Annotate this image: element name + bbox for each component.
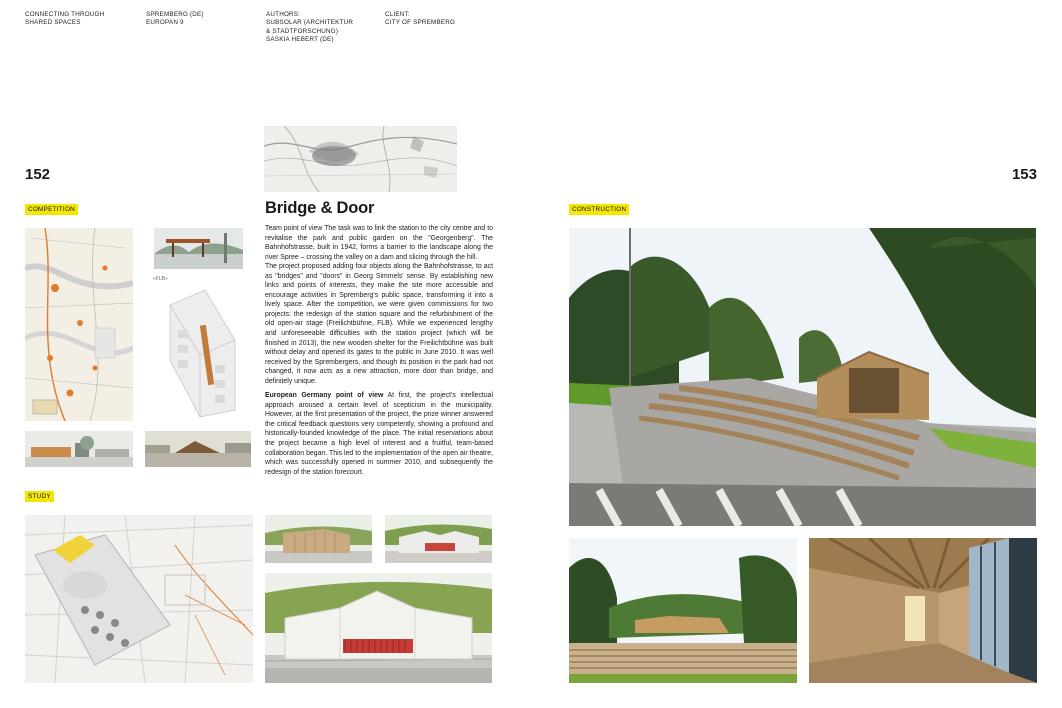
article-paragraph-3	[265, 391, 493, 477]
article-paragraph-2: The project proposed adding four objects along the Bahnhofstrasse, to act as "bridges" and "doors" in Georg Simmels' sense. By establishing new links and points of interests, they make the site more accessible and encourage activities in Spremberg's public space, transforming it into a lively space. After the competition, we were given commissions for two projects: the redesign of the station square and the refurbishment of the old open-air stage (Freilichtbühne, FLB). While we experienced lengthy and unforeseeable difficulties with the station project (which will be finished in 2013), the new wooden shelter for the Freilichtbühne was built without delay and opened its gates to the public in June 2010. It was well received by the Sprembergers, and though its position in the park had not changed, it now acts as a new attraction, more door than bridge, and definitely unique.	[265, 263, 493, 385]
competition-station-render-image	[145, 431, 251, 467]
header-location-line-2: EUROPAN 9	[146, 19, 184, 27]
header-authors-line-2: SUBSOLAR (ARCHITEKTUR	[266, 19, 354, 27]
article-paragraph-1: Team point of view The task was to link the station to the city centre and to revitalise the park and public garden on the "Georgenberg". The Bahnhofstrasse, built in 1942, forms a barrier to the landscape along the river Spree – crossing the valley on a dam and slicing through the hill.	[265, 225, 493, 261]
tag-study: STUDY	[25, 491, 54, 502]
competition-bridge-render-image	[154, 228, 243, 269]
study-render-small-1-image	[265, 515, 372, 563]
header-col-location	[146, 11, 204, 28]
competition-model-isometric-image	[160, 285, 240, 420]
header-col-project	[25, 11, 104, 28]
study-stage-plan-image	[25, 515, 253, 683]
header-client-line-1: CLIENT:	[385, 11, 410, 18]
sketch-label: «FLB»	[153, 276, 168, 282]
header-client-line-2: CITY OF SPREMBERG	[385, 19, 456, 27]
header-project-line-1: CONNECTING THROUGH	[25, 11, 105, 18]
header-col-authors	[266, 11, 353, 45]
construction-photo-main-image	[569, 228, 1036, 526]
header-location-line-1: SPREMBERG (DE)	[146, 11, 204, 18]
location-map-image	[264, 126, 457, 192]
tag-construction: CONSTRUCTION	[569, 204, 629, 215]
construction-photo-stage-exterior-image	[569, 538, 797, 683]
page-number-left: 152	[25, 166, 51, 183]
article-paragraph-3-lead: European Germany point of view	[265, 392, 384, 400]
page-number-right: 153	[1011, 166, 1037, 183]
header-authors-line-4: SASKIA HEBERT (DE)	[266, 36, 334, 44]
header-authors-line-1: AUTHORS:	[266, 11, 301, 18]
competition-street-elevation-image	[25, 431, 133, 467]
article-paragraph-3-text: At first, the project's intellectual approach aroused a certain level of scepticism in the municipality. However, at the first presentation of the project, the prize winner answered the critical feedback questions very competently, showing a profound and historically-founded knowledge of the place. The initial reservations about the project became a high level of interest and a fruitful, team-based collaboration began. This led to the implementation of the open air theatre, which was successfully opened in summer 2010, and subsequently the redesign of the station forecourt.	[265, 392, 494, 476]
article-title: Bridge & Door	[265, 199, 375, 217]
tag-competition: COMPETITION	[25, 204, 78, 215]
header-authors-line-3: & STADTFORSCHUNG)	[266, 27, 339, 35]
competition-site-plan-image	[25, 228, 133, 421]
article-body	[265, 224, 493, 477]
construction-photo-stage-interior-image	[809, 538, 1037, 683]
header-col-client	[385, 11, 455, 28]
study-render-small-2-image	[385, 515, 492, 563]
study-render-large-image	[265, 573, 492, 683]
header-project-line-2: SHARED SPACES	[25, 19, 81, 27]
